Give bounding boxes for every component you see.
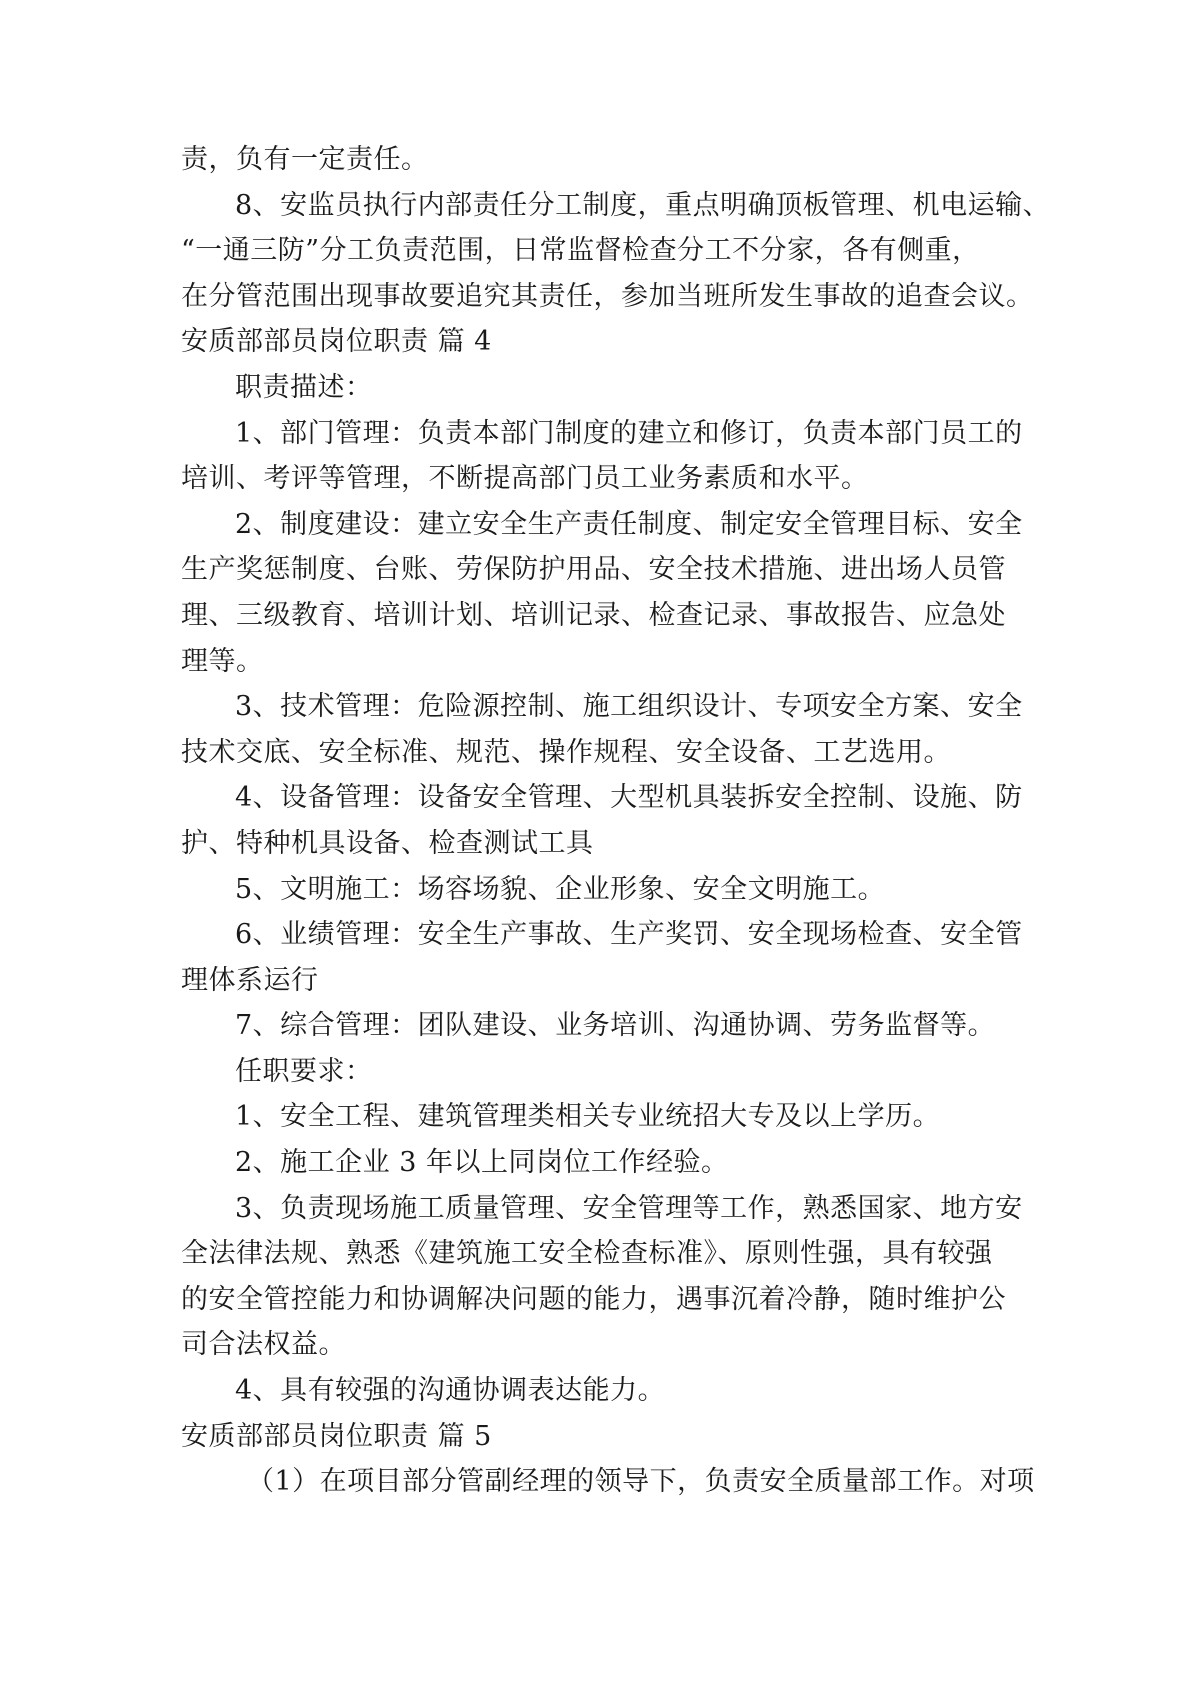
paragraph-line: 司合法权益。 [181, 1329, 346, 1361]
paragraph-line: 理等。 [181, 645, 264, 677]
paragraph-line: 理体系运行 [181, 964, 319, 996]
paragraph-line: 1、部门管理：负责本部门制度的建立和修订，负责本部门员工的 [235, 417, 1023, 449]
section-heading: 安质部部员岗位职责 篇 5 [181, 1420, 492, 1452]
paragraph-line: 2、施工企业 3 年以上同岗位工作经验。 [235, 1147, 729, 1179]
paragraph-line: 在分管范围出现事故要追究其责任，参加当班所发生事故的追查会议。 [181, 280, 1034, 312]
paragraph-line: 护、特种机具设备、检查测试工具 [181, 827, 594, 859]
document-body [181, 137, 1051, 1505]
subheading-line: 任职要求： [235, 1055, 373, 1087]
paragraph-line: 6、业绩管理：安全生产事故、生产奖罚、安全现场检查、安全管 [235, 919, 1023, 951]
paragraph-line: 5、文明施工：场容场貌、企业形象、安全文明施工。 [235, 873, 886, 905]
paragraph-line: 全法律法规、熟悉《建筑施工安全检查标准》、原则性强，具有较强 [181, 1238, 993, 1270]
paragraph-line: 4、具有较强的沟通协调表达能力。 [235, 1375, 666, 1407]
paragraph-line: 3、技术管理：危险源控制、施工组织设计、专项安全方案、安全 [235, 691, 1023, 723]
paragraph-line: 培训、考评等管理，不断提高部门员工业务素质和水平。 [181, 463, 869, 495]
section-heading: 安质部部员岗位职责 篇 4 [181, 326, 492, 358]
paragraph-line: 的安全管控能力和协调解决问题的能力，遇事沉着冷静，随时维护公 [181, 1283, 1006, 1315]
paragraph-line: 生产奖惩制度、台账、劳保防护用品、安全技术措施、进出场人员管 [181, 554, 1006, 586]
paragraph-line: 4、设备管理：设备安全管理、大型机具装拆安全控制、设施、防 [235, 782, 1023, 814]
paragraph-line: （1）在项目部分管副经理的领导下，负责安全质量部工作。对项 [247, 1466, 1035, 1498]
paragraph-line: 1、安全工程、建筑管理类相关专业统招大专及以上学历。 [235, 1101, 941, 1133]
paragraph-line: 7、综合管理：团队建设、业务培训、沟通协调、劳务监督等。 [235, 1010, 996, 1042]
paragraph-line: 理、三级教育、培训计划、培训记录、检查记录、事故报告、应急处 [181, 599, 1006, 631]
paragraph-line: 2、制度建设：建立安全生产责任制度、制定安全管理目标、安全 [235, 508, 1023, 540]
paragraph-line: 技术交底、安全标准、规范、操作规程、安全设备、工艺选用。 [181, 736, 951, 768]
subheading-line: 职责描述： [235, 371, 373, 403]
paragraph-line: 8、安监员执行内部责任分工制度，重点明确顶板管理、机电运输、 [235, 189, 1051, 221]
paragraph-line: 3、负责现场施工质量管理、安全管理等工作，熟悉国家、地方安 [235, 1192, 1023, 1224]
paragraph-line: “一通三防”分工负责范围，日常监督检查分工不分家，各有侧重， [181, 235, 980, 267]
paragraph-line: 责，负有一定责任。 [181, 144, 429, 175]
